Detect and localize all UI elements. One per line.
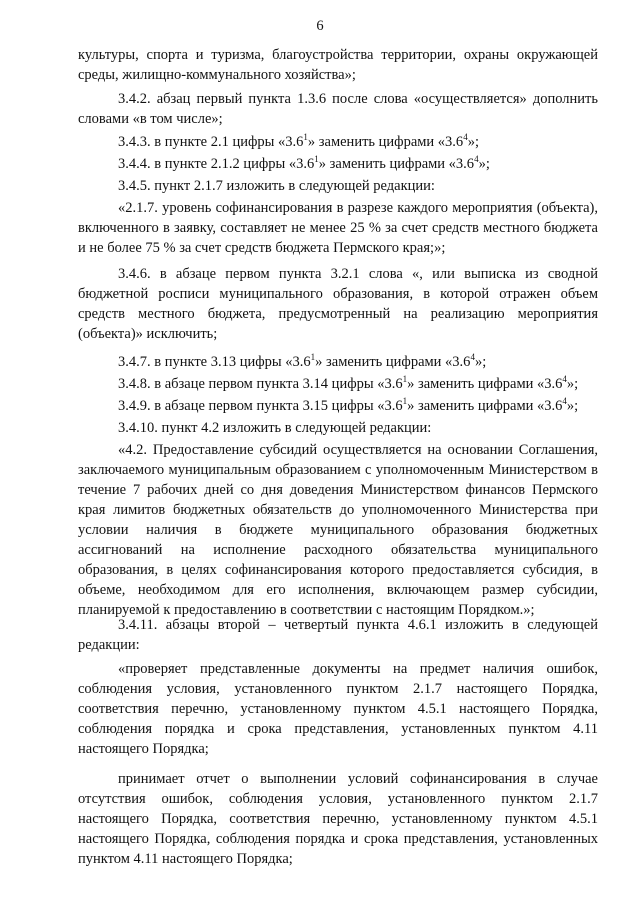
quote-4-2: «4.2. Предоставление субсидий осуществляется на основании Соглашения, заключаемого муниципальным образованием с уполномоченным Министерством в течение 7 рабочих дней со дня доведения Министерством финансов Пермского края лимитов бюджетных обязательств до уполномоченного Министерства при условии наличия в бюджете муниципального образования бюджетных ассигнований на исполнение расходного обязательства муниципального образования, в целях софинансирования которого предоставляется субсидия, в объеме, необходимом для его исполнения, включающем размер субсидии, планируемой к предоставлению в соответствии с настоящим Порядком.»; xyxy=(78,442,598,618)
paragraph-3-4-7: 3.4.7. в пункте 3.13 цифры «$3.6^1$» заменить цифрами «$3.6^4$»; xyxy=(118,352,487,370)
quote-4-6-1-paragraph-3: принимает отчет о выполнении условий софинансирования в случае отсутствия ошибок, соблюдения условия, установленного пунктом 2.1.7 настоящего Порядка, соответствия перечню, установленному пунктом 4.5.1 настоящего Порядка, соблюдения порядка и срока представления, установленных пунктом 4.11 настоящего Порядка; xyxy=(78,771,598,867)
superscript: 1 xyxy=(310,352,316,362)
superscript: 1 xyxy=(303,132,308,142)
paragraph-3-4-10: 3.4.10. пункт 4.2 изложить в следующей редакции: xyxy=(118,420,432,436)
paragraph-3-4-3: 3.4.3. в пункте 2.1 цифры «$3.6^1$» заменить цифрами «$3.6^4$»; xyxy=(118,132,479,150)
paragraph-3-4-2: 3.4.2. абзац первый пункта 1.3.6 после слова «осуществляется» дополнить словами «в том числе»; xyxy=(78,91,598,127)
quote-2-1-7: «2.1.7. уровень софинансирования в разрезе каждого мероприятия (объекта), включенного в заявку, составляет не менее 25 % за счет средств местного бюджета и не более 75 % за счет средств бюджета Пермского края;»; xyxy=(78,200,598,256)
superscript: 4 xyxy=(474,154,479,164)
paragraph-continuation: культуры, спорта и туризма, благоустройства территории, охраны окружающей среды, жилищно-коммунального хозяйства»; xyxy=(78,47,598,83)
paragraph-3-4-6: 3.4.6. в абзаце первом пункта 3.2.1 слова «, или выписка из сводной бюджетной росписи муниципального образования, в которой отражен объем средств местного бюджета, предусмотренный на реализацию мероприятия (объекта)» исключить; xyxy=(78,266,598,342)
paragraph-3-4-8: 3.4.8. в абзаце первом пункта 3.14 цифры «$3.6^1$» заменить цифрами «$3.6^4$»; xyxy=(118,374,579,392)
superscript: 1 xyxy=(314,154,319,164)
superscript: 4 xyxy=(562,396,567,406)
superscript: 1 xyxy=(402,374,408,384)
superscript: 4 xyxy=(470,352,475,362)
paragraph-3-4-11: 3.4.11. абзацы второй – четвертый пункта 4.6.1 изложить в следующей редакции: xyxy=(78,617,598,653)
superscript: 1 xyxy=(402,396,408,406)
paragraph-3-4-4: 3.4.4. в пункте 2.1.2 цифры «$3.6^1$» заменить цифрами «$3.6^4$»; xyxy=(118,154,490,172)
paragraph-3-4-5: 3.4.5. пункт 2.1.7 изложить в следующей редакции: xyxy=(118,178,435,194)
superscript: 4 xyxy=(463,132,468,142)
paragraph-3-4-9: 3.4.9. в абзаце первом пункта 3.15 цифры «$3.6^1$» заменить цифрами «$3.6^4$»; xyxy=(118,396,579,414)
page-number: 6 xyxy=(316,18,324,34)
quote-4-6-1-paragraph-2: «проверяет представленные документы на предмет наличия ошибок, соблюдения условия, установленного пунктом 2.1.7 настоящего Порядка, соответствия перечню, установленному пунктом 4.5.1 настоящего Порядка, соблюдения порядка и срока представления, установленных пунктом 4.11 настоящего Порядка; xyxy=(78,661,598,757)
superscript: 4 xyxy=(562,374,567,384)
